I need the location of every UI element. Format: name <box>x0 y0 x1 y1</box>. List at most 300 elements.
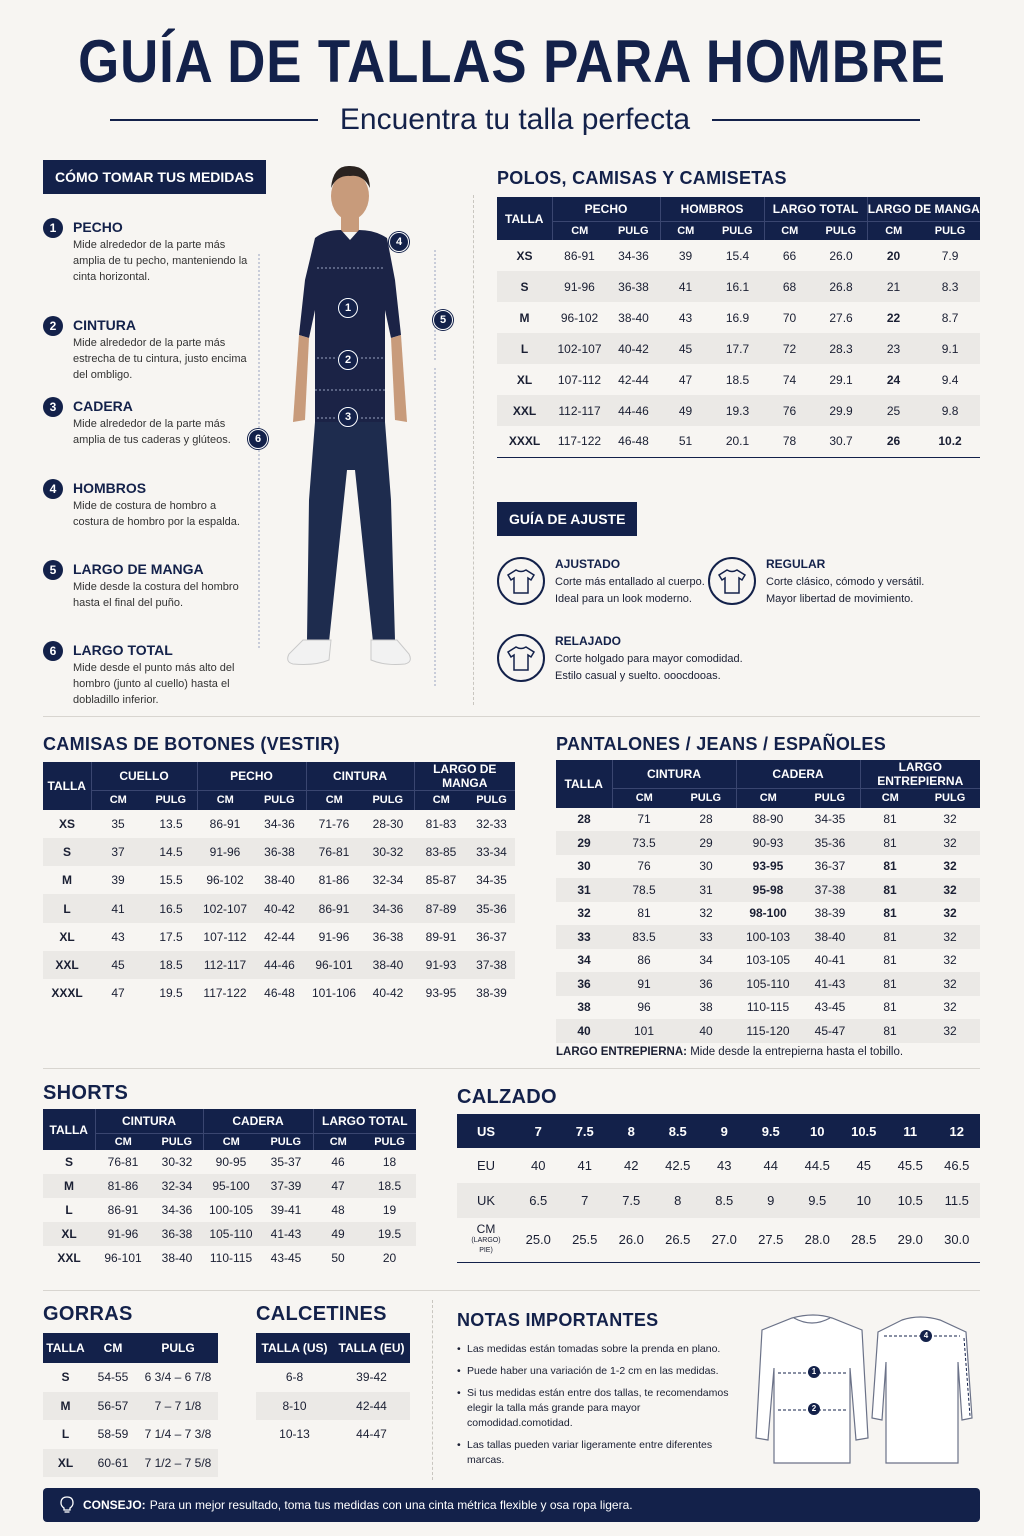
unit-header: CM <box>552 221 607 240</box>
step-description: Mide alrededor de la parte más amplia de tu pecho, manteniendo la cinta horizontal. <box>73 239 248 283</box>
value-cell: 34-36 <box>618 248 649 263</box>
figure-marker: 1 <box>338 298 358 318</box>
cm-label-cell <box>457 1218 515 1262</box>
value-cell: 18.5 <box>363 1174 416 1198</box>
us-size-header: 10.5 <box>841 1114 888 1148</box>
model-right-arm <box>391 335 407 422</box>
size-cell: S <box>61 1370 70 1385</box>
table-row <box>457 1148 980 1183</box>
diagram-longsleeve-shirt <box>756 1315 868 1463</box>
table-row <box>256 1363 410 1392</box>
step-number-badge: 4 <box>43 479 63 499</box>
model-neck <box>341 216 359 232</box>
fit-title: RELAJADO <box>555 634 622 648</box>
caps-title: GORRAS <box>43 1303 133 1325</box>
value-cell: 40 <box>676 1019 736 1043</box>
value-cell: 21 <box>867 271 920 302</box>
size-cell: M <box>62 873 72 888</box>
value-cell: 47 <box>678 372 693 387</box>
value-cell: 47 <box>313 1174 363 1198</box>
figure-marker: 4 <box>389 232 409 252</box>
size-cell: XS <box>516 248 533 263</box>
value-cell: 44-47 <box>356 1427 387 1442</box>
value-cell: 86-91 <box>564 248 595 263</box>
cm-label: CM <box>476 1221 496 1236</box>
value-cell: 95-100 <box>203 1174 259 1198</box>
unit-header: PULG <box>800 789 860 808</box>
table-row <box>497 240 980 271</box>
value-cell: 10 <box>841 1183 888 1218</box>
value-cell: 22 <box>886 310 901 325</box>
figure-marker: 2 <box>338 350 358 370</box>
size-cell: M <box>43 1174 95 1198</box>
value-cell: 7 1/2 – 7 5/8 <box>138 1449 218 1478</box>
value-cell: 110-115 <box>746 1000 790 1015</box>
system-label: EU <box>476 1158 496 1173</box>
value-cell: 34-35 <box>476 873 507 888</box>
us-size-header: 10 <box>794 1114 841 1148</box>
value-cell: 32-34 <box>151 1174 203 1198</box>
step-title: LARGO TOTAL <box>73 642 173 658</box>
value-cell: 37-39 <box>259 1174 313 1198</box>
column-header: CM <box>88 1333 138 1363</box>
us-size-header: US <box>457 1114 515 1148</box>
group-header: CUELLO <box>91 762 197 791</box>
size-cell: L <box>61 1427 70 1442</box>
value-cell: 42 <box>624 1158 639 1173</box>
us-size-header: 12 <box>934 1114 981 1148</box>
subtitle-rule-left <box>110 119 318 121</box>
value-cell: 7.9 <box>941 248 959 263</box>
size-cell: L <box>65 1203 73 1217</box>
pants-note <box>556 1046 903 1058</box>
value-cell: 112-117 <box>197 951 253 979</box>
table-row <box>43 1449 218 1478</box>
model-left-shoe <box>288 640 331 665</box>
step-title: CADERA <box>73 398 133 414</box>
value-cell: 76-81 <box>107 1155 139 1169</box>
value-cell: 45 <box>660 333 711 364</box>
fit-option <box>497 634 743 684</box>
value-cell: 10.5 <box>887 1183 934 1218</box>
value-cell: 16.5 <box>145 894 197 922</box>
size-cell: L <box>497 333 552 364</box>
value-cell: 96-101 <box>104 1251 142 1265</box>
size-cell: XXXL <box>508 434 541 449</box>
pants-note-text: Mide desde la entrepierna hasta el tobillo. <box>690 1046 904 1058</box>
step-description: Mide alrededor de la parte más amplia de tus caderas y glúteos. <box>73 418 231 446</box>
value-cell: 41 <box>91 894 145 922</box>
step-title: LARGO DE MANGA <box>73 561 204 577</box>
value-cell: 36-37 <box>476 929 507 944</box>
unit-header: CM <box>91 791 145 810</box>
group-header: LARGO DE MANGA <box>867 197 980 221</box>
fit-description <box>555 651 743 685</box>
us-size-header: 7 <box>515 1114 562 1148</box>
value-cell: 76-81 <box>306 838 362 866</box>
value-cell: 36-37 <box>814 859 846 874</box>
value-cell: 26.0 <box>618 1232 644 1248</box>
cm-sublabel: (LARGO) <box>471 1236 501 1244</box>
value-cell: 32 <box>920 1019 980 1043</box>
pants-note-label: LARGO ENTREPIERNA: <box>556 1046 687 1058</box>
table-row <box>43 1150 416 1174</box>
notes-title: NOTAS IMPORTANTES <box>457 1310 659 1330</box>
value-cell: 100-105 <box>208 1203 254 1217</box>
size-cell: 34 <box>577 953 591 968</box>
value-cell: 103-105 <box>745 953 791 968</box>
group-header: CINTURA <box>306 762 414 791</box>
step-title: PECHO <box>73 219 123 235</box>
value-cell: 19.5 <box>363 1222 416 1246</box>
value-cell: 81 <box>860 925 920 949</box>
value-cell: 41-43 <box>259 1222 313 1246</box>
step-number-badge: 3 <box>43 397 63 417</box>
value-cell: 112-117 <box>552 395 607 426</box>
value-cell: 49 <box>313 1222 363 1246</box>
figure-marker: 3 <box>338 407 358 427</box>
value-cell: 101 <box>612 1019 676 1043</box>
unit-header: PULG <box>468 791 515 810</box>
value-cell: 7 – 7 1/8 <box>138 1392 218 1421</box>
fit-description <box>766 574 924 608</box>
fit-description-line: Ideal para un look moderno. <box>555 593 692 605</box>
value-cell: 15.5 <box>159 873 183 888</box>
unit-header: PULG <box>363 1133 416 1150</box>
value-cell: 26.0 <box>829 248 853 263</box>
value-cell: 39-42 <box>356 1370 387 1385</box>
step-title: CINTURA <box>73 317 136 333</box>
model-shirt <box>299 230 401 425</box>
value-cell: 105-110 <box>203 1222 259 1246</box>
value-cell: 117-122 <box>557 434 602 449</box>
value-cell: 32-33 <box>476 816 507 831</box>
table-row <box>43 866 515 894</box>
value-cell: 28.3 <box>815 333 867 364</box>
value-cell: 8 <box>655 1183 702 1218</box>
lightbulb-icon <box>59 1496 75 1514</box>
size-cell: 30 <box>577 859 591 874</box>
value-cell: 83-85 <box>414 838 468 866</box>
tshirt-icon <box>708 557 756 605</box>
polos-title: POLOS, CAMISAS Y CAMISETAS <box>497 168 787 188</box>
size-cell: 32 <box>577 906 591 921</box>
dress-shirts-title: CAMISAS DE BOTONES (VESTIR) <box>43 734 340 754</box>
value-cell: 30.0 <box>944 1232 970 1248</box>
value-cell: 73.5 <box>612 831 676 855</box>
value-cell: 90-95 <box>215 1155 247 1169</box>
unit-header: PULG <box>151 1133 203 1150</box>
unit-header: CM <box>867 221 920 240</box>
table-row <box>497 364 980 395</box>
value-cell: 81-83 <box>425 816 457 831</box>
value-cell: 72 <box>764 333 815 364</box>
diagram-marker: 4 <box>920 1330 932 1342</box>
value-cell: 42-44 <box>333 1392 410 1421</box>
caps-size-table <box>43 1333 218 1477</box>
value-cell: 96-101 <box>306 951 362 979</box>
measure-step <box>43 560 243 630</box>
note-item: • Si tus medidas están entre dos tallas, te recomendamos elegir la talla más grande para mayor comodidad.comotidad. <box>457 1386 747 1431</box>
group-header: CINTURA <box>95 1109 203 1133</box>
value-cell: 43 <box>111 929 125 944</box>
value-cell: 28 <box>699 812 713 827</box>
value-cell: 32 <box>943 812 957 827</box>
system-label: UK <box>457 1183 515 1218</box>
value-cell: 41-43 <box>800 972 860 996</box>
unit-header: PULG <box>815 221 867 240</box>
table-row <box>556 925 980 949</box>
diagram-marker: 2 <box>808 1403 820 1415</box>
value-cell: 46.5 <box>944 1158 970 1173</box>
table-row <box>256 1392 410 1421</box>
table-row <box>43 1222 416 1246</box>
size-cell: XXL <box>497 395 552 426</box>
value-cell: 86-91 <box>209 816 241 831</box>
note-item: • Las tallas pueden variar ligeramente entre diferentes marcas. <box>457 1438 747 1468</box>
fit-title: AJUSTADO <box>555 557 621 571</box>
table-row <box>43 1420 218 1449</box>
subtitle-rule-right <box>712 119 920 121</box>
value-cell: 38-40 <box>161 1251 193 1265</box>
table-row <box>556 1019 980 1043</box>
size-cell: 28 <box>577 812 591 827</box>
size-cell: M <box>43 1392 88 1421</box>
step-description: Mide de costura de hombro a costura de hombro por la espalda. <box>73 500 240 528</box>
value-cell: 19.5 <box>159 986 183 1001</box>
table-row <box>556 949 980 973</box>
value-cell: 38-39 <box>814 906 846 921</box>
value-cell: 20.1 <box>725 434 750 449</box>
value-cell: 43 <box>717 1158 732 1173</box>
table-row <box>497 426 980 457</box>
value-cell: 91 <box>612 972 676 996</box>
step-description: Mide alrededor de la parte más estrecha de tu cintura, justo encima del ombligo. <box>73 337 247 381</box>
value-cell: 39 <box>678 248 693 263</box>
value-cell: 89-91 <box>425 929 457 944</box>
value-cell: 34-36 <box>264 816 295 831</box>
size-cell: L <box>43 894 91 922</box>
size-cell: XS <box>58 816 75 831</box>
us-size-header: 8 <box>608 1114 655 1148</box>
step-number-badge: 1 <box>43 218 63 238</box>
figure-marker: 5 <box>433 310 453 330</box>
value-cell: 48 <box>331 1203 345 1217</box>
value-cell: 115-120 <box>736 1019 800 1043</box>
value-cell: 41 <box>577 1158 592 1173</box>
value-cell: 117-122 <box>203 986 247 1001</box>
unit-header: CM <box>197 791 253 810</box>
group-header: CADERA <box>736 760 860 789</box>
value-cell: 71-76 <box>318 816 350 831</box>
model-right-shoe <box>371 640 410 665</box>
model-jeans <box>307 422 395 642</box>
us-size-header: 9 <box>701 1114 748 1148</box>
step-description: Mide desde el punto más alto del hombro (junto al cuello) hasta el dobladillo inferior. <box>73 662 235 706</box>
value-cell: 66 <box>782 248 797 263</box>
value-cell: 81 <box>883 812 897 827</box>
value-cell: 20 <box>886 248 901 263</box>
value-cell: 16.1 <box>711 271 764 302</box>
group-header: LARGO DE MANGA <box>414 762 515 791</box>
value-cell: 37 <box>91 838 145 866</box>
value-cell: 81 <box>860 1019 920 1043</box>
value-cell: 13.5 <box>159 816 183 831</box>
note-item: • Puede haber una variación de 1-2 cm en las medidas. <box>457 1364 747 1379</box>
value-cell: 38-40 <box>618 310 649 325</box>
value-cell: 81-86 <box>318 873 350 888</box>
value-cell: 88-90 <box>752 812 784 827</box>
value-cell: 93-95 <box>752 859 784 874</box>
step-number-badge: 2 <box>43 316 63 336</box>
measure-step <box>43 218 248 288</box>
value-cell: 32 <box>943 953 957 968</box>
socks-size-table <box>256 1333 410 1449</box>
table-row <box>556 902 980 926</box>
size-cell: 29 <box>556 831 612 855</box>
measure-step <box>43 316 247 386</box>
value-cell: 24 <box>886 372 901 387</box>
how-to-measure-heading: CÓMO TOMAR TUS MEDIDAS <box>43 160 266 194</box>
value-cell: 93-95 <box>425 986 457 1001</box>
value-cell: 38-40 <box>264 873 295 888</box>
value-cell: 29 <box>676 831 736 855</box>
step-description: Mide desde la costura del hombro hasta el final del puño. <box>73 581 239 609</box>
value-cell: 78 <box>782 434 797 449</box>
value-cell: 35-37 <box>270 1155 302 1169</box>
value-cell: 100-103 <box>736 925 800 949</box>
value-cell: 37-38 <box>800 878 860 902</box>
value-cell: 25.5 <box>572 1232 598 1248</box>
value-cell: 30-32 <box>362 838 414 866</box>
size-cell: XL <box>516 372 533 387</box>
value-cell: 9.1 <box>920 333 980 364</box>
value-cell: 81-86 <box>95 1174 151 1198</box>
value-cell: 40-42 <box>253 894 306 922</box>
unit-header: CM <box>660 221 711 240</box>
value-cell: 26.5 <box>665 1232 691 1248</box>
table-row <box>556 996 980 1020</box>
value-cell: 29.1 <box>829 372 853 387</box>
value-cell: 9.8 <box>920 395 980 426</box>
group-header: PECHO <box>197 762 306 791</box>
size-cell: XXXL <box>51 986 83 1001</box>
value-cell: 17.7 <box>711 333 764 364</box>
page-subtitle: Encuentra tu talla perfecta <box>339 103 691 136</box>
size-cell: XXL <box>57 1251 81 1265</box>
value-cell: 47 <box>111 986 125 1001</box>
group-header: LARGO TOTAL <box>313 1109 416 1133</box>
table-row <box>256 1420 410 1449</box>
value-cell: 32-34 <box>372 873 404 888</box>
fit-guide-heading: GUÍA DE AJUSTE <box>497 502 637 536</box>
table-row <box>43 923 515 951</box>
value-cell: 10.2 <box>938 434 962 449</box>
polos-size-table <box>497 197 980 458</box>
group-header: CINTURA <box>612 760 736 789</box>
us-size-header: 8.5 <box>655 1114 702 1148</box>
size-column-header: TALLA <box>556 760 612 808</box>
table-row <box>497 333 980 364</box>
size-cell: S <box>497 271 552 302</box>
value-cell: 44 <box>763 1158 778 1173</box>
value-cell: 7 1/4 – 7 3/8 <box>144 1427 212 1442</box>
unit-header: CM <box>612 789 676 808</box>
unit-header: CM <box>313 1133 363 1150</box>
table-row <box>43 951 515 979</box>
value-cell: 42.5 <box>665 1158 691 1173</box>
size-cell: 38 <box>577 1000 591 1015</box>
fit-description <box>555 574 705 608</box>
measure-step <box>43 397 243 467</box>
value-cell: 54-55 <box>97 1370 129 1385</box>
value-cell: 40 <box>531 1158 546 1173</box>
value-cell: 32 <box>943 1000 957 1015</box>
size-cell: XL <box>59 929 75 944</box>
value-cell: 68 <box>764 271 815 302</box>
unit-header: PULG <box>253 791 306 810</box>
value-cell: 7.5 <box>608 1183 655 1218</box>
value-cell: 36 <box>676 972 736 996</box>
value-cell: 18.5 <box>725 372 750 387</box>
value-cell: 30-32 <box>161 1155 193 1169</box>
value-cell: 32 <box>920 831 980 855</box>
value-cell: 81 <box>883 953 897 968</box>
step-number-badge: 5 <box>43 560 63 580</box>
group-header: LARGO ENTREPIERNA <box>860 760 980 789</box>
value-cell: 81 <box>637 906 651 921</box>
value-cell: 83.5 <box>612 925 676 949</box>
value-cell: 49 <box>660 395 711 426</box>
value-cell: 74 <box>782 372 797 387</box>
value-cell: 9.4 <box>941 372 959 387</box>
value-cell: 6 3/4 – 6 7/8 <box>144 1370 212 1385</box>
size-cell: XL <box>43 1449 88 1478</box>
size-cell: S <box>43 838 91 866</box>
value-cell: 33 <box>676 925 736 949</box>
fit-description-line: Corte holgado para mayor comodidad. <box>555 653 743 665</box>
value-cell: 81 <box>860 878 920 902</box>
table-row <box>43 1198 416 1222</box>
value-cell: 107-112 <box>203 929 247 944</box>
size-column-header: TALLA <box>43 1109 95 1150</box>
value-cell: 96-102 <box>560 310 599 325</box>
table-row <box>457 1183 980 1218</box>
value-cell: 39 <box>111 873 125 888</box>
value-cell: 30 <box>699 859 713 874</box>
value-cell: 38-39 <box>476 986 507 1001</box>
table-row <box>556 808 980 832</box>
table-row <box>497 395 980 426</box>
size-cell: 6-8 <box>285 1370 304 1385</box>
us-size-header: 9.5 <box>748 1114 795 1148</box>
value-cell: 96 <box>637 1000 651 1015</box>
value-cell: 81 <box>860 972 920 996</box>
table-row <box>457 1218 980 1262</box>
fit-description-line: Corte más entallado al cuerpo. <box>555 576 705 588</box>
tip-label: CONSEJO: <box>83 1498 146 1512</box>
value-cell: 27.5 <box>758 1232 784 1248</box>
value-cell: 86-91 <box>306 894 362 922</box>
tip-text: Para un mejor resultado, toma tus medidas con una cinta métrica flexible y osa ropa ligera. <box>149 1498 633 1512</box>
model-figure <box>245 160 470 705</box>
value-cell: 46 <box>331 1155 345 1169</box>
value-cell: 86-91 <box>107 1203 139 1217</box>
value-cell: 15.4 <box>725 248 750 263</box>
value-cell: 42-44 <box>618 372 649 387</box>
value-cell: 25 <box>867 395 920 426</box>
value-cell: 18 <box>382 1155 397 1169</box>
